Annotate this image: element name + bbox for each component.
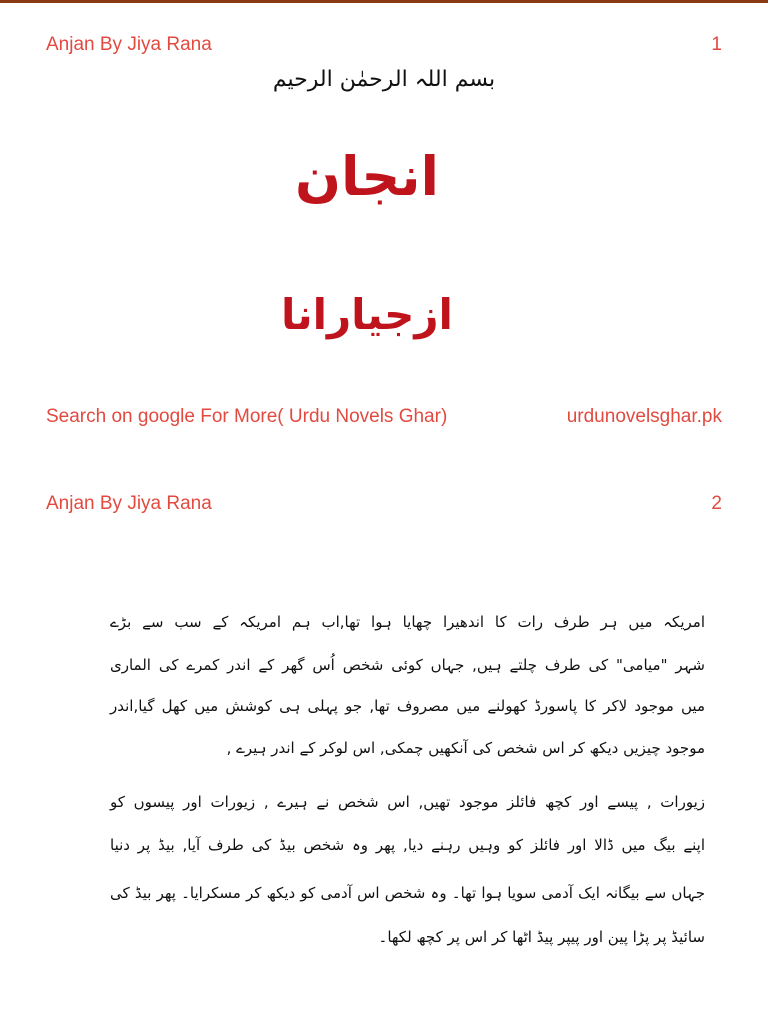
page-number: 1 <box>711 34 722 55</box>
paragraph-line: اپنے بیگ میں ڈالا اور فائلز کو وہیں رہنے دیا, پھر وہ شخص بیڈ کی طرف آیا, بیڈ پر دنیا <box>110 836 705 854</box>
header-title: Anjan By Jiya Rana <box>46 34 212 55</box>
search-notice <box>46 405 722 429</box>
novel-title: انجان <box>294 145 440 208</box>
bismillah-text: بسم اللہ الرحمٰن الرحیم <box>272 67 496 92</box>
search-notice-text: Search on google For More( Urdu Novels Ghar) <box>46 406 448 427</box>
paragraph-line: سائیڈ پر پڑا پین اور پیپر پیڈ اٹھا کر اس پر کچھ لکھا۔ <box>378 928 705 946</box>
page-number: 2 <box>711 493 722 514</box>
header-title: Anjan By Jiya Rana <box>46 493 212 514</box>
page-header <box>46 33 722 57</box>
page-header <box>46 492 722 516</box>
page-top-border <box>0 0 768 3</box>
paragraph-line: امریکہ میں ہر طرف رات کا اندھیرا چھایا ہوا تھا,اب ہم امریکہ کے سب سے بڑے <box>110 613 705 631</box>
paragraph-line: زیورات , پیسے اور کچھ فائلز موجود تھیں, اس شخص نے ہیرے , زیورات اور پیسوں کو <box>110 793 705 811</box>
author-line: ازجیارانا <box>281 290 453 339</box>
paragraph-line: جہاں سے بیگانہ ایک آدمی سویا ہوا تھا۔ وہ شخص اس آدمی کو دیکھ کر مسکرایا۔ پھر بیڈ کی <box>110 884 705 902</box>
site-link: urdunovelsghar.pk <box>566 406 722 427</box>
paragraph-line: میں موجود لاکر کا پاسورڈ کھولنے میں مصروف تھا, جو پہلی ہی کوشش میں کھل گیا,اندر <box>110 697 705 715</box>
paragraph-line: شہر "میامی" کی طرف چلتے ہیں, جہاں کوئی شخص اُس گھر کے اندر کمرے کی الماری <box>110 656 705 674</box>
paragraph-line: موجود چیزیں دیکھ کر اس شخص کی آنکھیں چمکی, اس لوکر کے اندر ہیرے , <box>226 739 705 757</box>
